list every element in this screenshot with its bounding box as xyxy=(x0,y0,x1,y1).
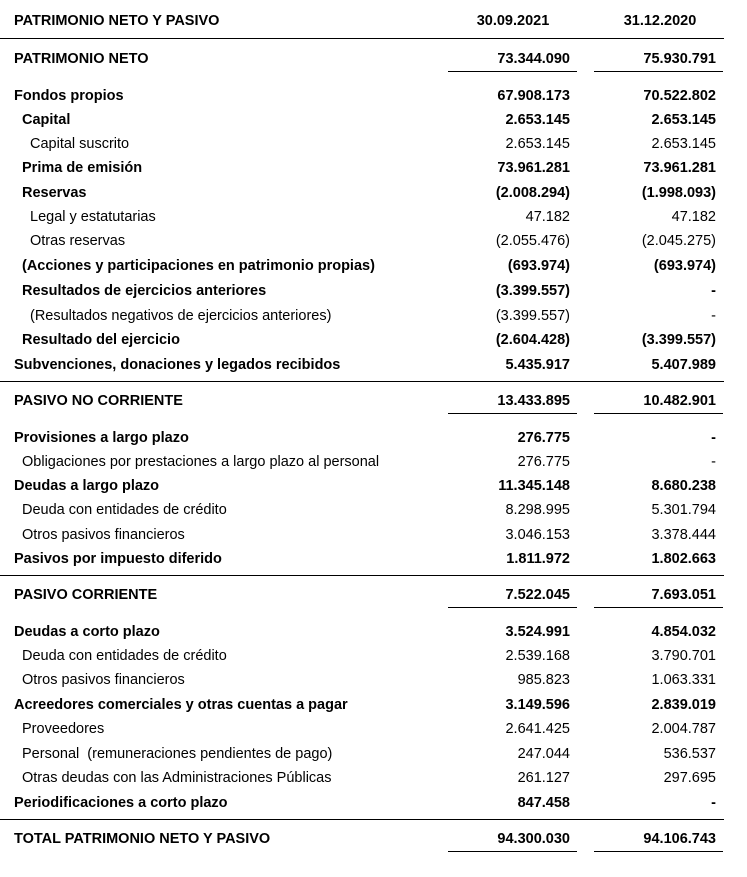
row-value-2020: 1.063.331 xyxy=(651,672,716,688)
row-value-2020: 70.522.802 xyxy=(643,88,716,104)
underline-2020 xyxy=(594,851,723,852)
grand-total-row xyxy=(0,828,747,850)
header-rule xyxy=(0,38,724,39)
row-value-2021: 5.435.917 xyxy=(505,357,570,373)
section-total-row xyxy=(0,48,747,70)
row-value-2020: - xyxy=(711,308,716,324)
underline-2021 xyxy=(448,71,577,72)
table-row xyxy=(0,255,747,277)
row-value-2021: 276.775 xyxy=(517,430,570,446)
row-label: Subvenciones, donaciones y legados recibidos xyxy=(14,357,341,373)
row-value-2021: 7.522.045 xyxy=(505,587,570,603)
row-label: Legal y estatutarias xyxy=(30,209,156,225)
row-value-2020: 2.004.787 xyxy=(651,721,716,737)
row-value-2020: 10.482.901 xyxy=(643,393,716,409)
row-label: Periodificaciones a corto plazo xyxy=(14,795,228,811)
table-row xyxy=(0,109,747,131)
row-value-2021: (3.399.557) xyxy=(495,308,570,324)
row-value-2021: 276.775 xyxy=(517,454,570,470)
row-label: Obligaciones por prestaciones a largo plazo al personal xyxy=(22,454,380,470)
row-value-2020: 1.802.663 xyxy=(651,551,716,567)
row-value-2020: (2.045.275) xyxy=(641,233,716,249)
row-label: Resultados de ejercicios anteriores xyxy=(22,283,267,299)
table-row xyxy=(0,621,747,643)
table-row xyxy=(0,305,747,327)
row-label: Provisiones a largo plazo xyxy=(14,430,189,446)
underline-2020 xyxy=(594,413,723,414)
row-value-2020: 536.537 xyxy=(663,746,716,762)
underline-2020 xyxy=(594,607,723,608)
row-value-2021: (2.008.294) xyxy=(495,185,570,201)
row-value-2021: 847.458 xyxy=(517,795,570,811)
row-label: Deuda con entidades de crédito xyxy=(22,502,227,518)
row-label: (Acciones y participaciones en patrimonio propias) xyxy=(22,258,375,274)
table-row xyxy=(0,329,747,351)
table-row xyxy=(0,354,747,376)
section-total-row xyxy=(0,390,747,412)
table-row xyxy=(0,499,747,521)
row-value-2021: 67.908.173 xyxy=(497,88,570,104)
row-label: Fondos propios xyxy=(14,88,124,104)
table-row xyxy=(0,157,747,179)
table-row xyxy=(0,669,747,691)
table-row xyxy=(0,548,747,570)
row-label: Deuda con entidades de crédito xyxy=(22,648,227,664)
row-value-2021: (693.974) xyxy=(507,258,570,274)
row-label: Reservas xyxy=(22,185,87,201)
column-header-2021: 30.09.2021 xyxy=(476,13,550,29)
table-row xyxy=(0,280,747,302)
table-row xyxy=(0,133,747,155)
table-row xyxy=(0,85,747,107)
row-value-2020: 2.653.145 xyxy=(651,112,716,128)
row-label: Pasivos por impuesto diferido xyxy=(14,551,222,567)
row-label: Otros pasivos financieros xyxy=(22,527,185,543)
row-label: PATRIMONIO NETO xyxy=(14,51,149,67)
section-rule xyxy=(0,819,724,820)
section-rule xyxy=(0,575,724,576)
table-row xyxy=(0,524,747,546)
row-value-2020: 3.790.701 xyxy=(651,648,716,664)
row-value-2020: 297.695 xyxy=(663,770,716,786)
table-title: PATRIMONIO NETO Y PASIVO xyxy=(14,13,220,29)
table-header xyxy=(0,10,747,32)
row-value-2020: 94.106.743 xyxy=(643,831,716,847)
row-value-2020: (1.998.093) xyxy=(641,185,716,201)
table-row xyxy=(0,182,747,204)
row-value-2021: 2.653.145 xyxy=(505,112,570,128)
row-value-2021: 3.524.991 xyxy=(505,624,570,640)
row-value-2021: (2.604.428) xyxy=(495,332,570,348)
row-value-2020: 47.182 xyxy=(671,209,716,225)
row-label: Deudas a largo plazo xyxy=(14,478,160,494)
row-value-2021: (2.055.476) xyxy=(495,233,570,249)
underline-2020 xyxy=(594,71,723,72)
row-value-2020: 2.653.145 xyxy=(651,136,716,152)
table-row xyxy=(0,427,747,449)
row-value-2021: 2.539.168 xyxy=(505,648,570,664)
section-rule xyxy=(0,381,724,382)
row-value-2021: 247.044 xyxy=(517,746,570,762)
row-value-2020: - xyxy=(711,454,716,470)
table-row xyxy=(0,718,747,740)
row-value-2020: 75.930.791 xyxy=(643,51,716,67)
row-value-2020: 2.839.019 xyxy=(651,697,716,713)
row-label: Proveedores xyxy=(22,721,105,737)
table-row xyxy=(0,451,747,473)
row-value-2020: - xyxy=(711,795,716,811)
row-label: PASIVO CORRIENTE xyxy=(14,587,158,603)
row-value-2020: - xyxy=(711,283,716,299)
table-row xyxy=(0,206,747,228)
row-value-2020: 4.854.032 xyxy=(651,624,716,640)
row-value-2020: 3.378.444 xyxy=(651,527,716,543)
table-row xyxy=(0,767,747,789)
section-total-row xyxy=(0,584,747,606)
row-value-2020: 73.961.281 xyxy=(643,160,716,176)
row-value-2021: 73.344.090 xyxy=(497,51,570,67)
row-value-2021: 2.641.425 xyxy=(505,721,570,737)
row-value-2021: 2.653.145 xyxy=(505,136,570,152)
row-value-2021: 985.823 xyxy=(517,672,570,688)
row-value-2020: 7.693.051 xyxy=(651,587,716,603)
row-value-2021: 47.182 xyxy=(525,209,570,225)
row-value-2021: 261.127 xyxy=(517,770,570,786)
underline-2021 xyxy=(448,607,577,608)
row-value-2021: 8.298.995 xyxy=(505,502,570,518)
table-row xyxy=(0,645,747,667)
row-label: Otras deudas con las Administraciones Públicas xyxy=(22,770,332,786)
underline-2021 xyxy=(448,851,577,852)
table-row xyxy=(0,743,747,765)
table-row xyxy=(0,230,747,252)
row-label: Deudas a corto plazo xyxy=(14,624,160,640)
row-value-2021: 13.433.895 xyxy=(497,393,570,409)
table-row xyxy=(0,475,747,497)
column-header-2020: 31.12.2020 xyxy=(623,13,697,29)
row-label: Otras reservas xyxy=(30,233,126,249)
row-value-2021: 11.345.148 xyxy=(498,478,570,494)
table-row xyxy=(0,694,747,716)
row-value-2021: 94.300.030 xyxy=(497,831,570,847)
row-label: Personal (remuneraciones pendientes de pago) xyxy=(22,746,333,762)
row-label: Otros pasivos financieros xyxy=(22,672,185,688)
row-label: Acreedores comerciales y otras cuentas a pagar xyxy=(14,697,348,713)
row-value-2020: 5.407.989 xyxy=(651,357,716,373)
underline-2021 xyxy=(448,413,577,414)
row-value-2020: - xyxy=(711,430,716,446)
row-value-2021: 3.149.596 xyxy=(505,697,570,713)
row-value-2021: 3.046.153 xyxy=(505,527,570,543)
row-value-2021: (3.399.557) xyxy=(495,283,570,299)
row-value-2021: 73.961.281 xyxy=(497,160,570,176)
row-value-2020: 5.301.794 xyxy=(651,502,716,518)
row-value-2021: 1.811.972 xyxy=(506,551,570,567)
row-value-2020: 8.680.238 xyxy=(651,478,716,494)
row-value-2020: (3.399.557) xyxy=(641,332,716,348)
row-label: (Resultados negativos de ejercicios anteriores) xyxy=(30,308,332,324)
row-label: Prima de emisión xyxy=(22,160,143,176)
row-label: Resultado del ejercicio xyxy=(22,332,180,348)
table-row xyxy=(0,792,747,814)
row-label: Capital suscrito xyxy=(30,136,130,152)
row-label: PASIVO NO CORRIENTE xyxy=(14,393,183,409)
row-label: TOTAL PATRIMONIO NETO Y PASIVO xyxy=(14,831,271,847)
row-value-2020: (693.974) xyxy=(653,258,716,274)
row-label: Capital xyxy=(22,112,71,128)
